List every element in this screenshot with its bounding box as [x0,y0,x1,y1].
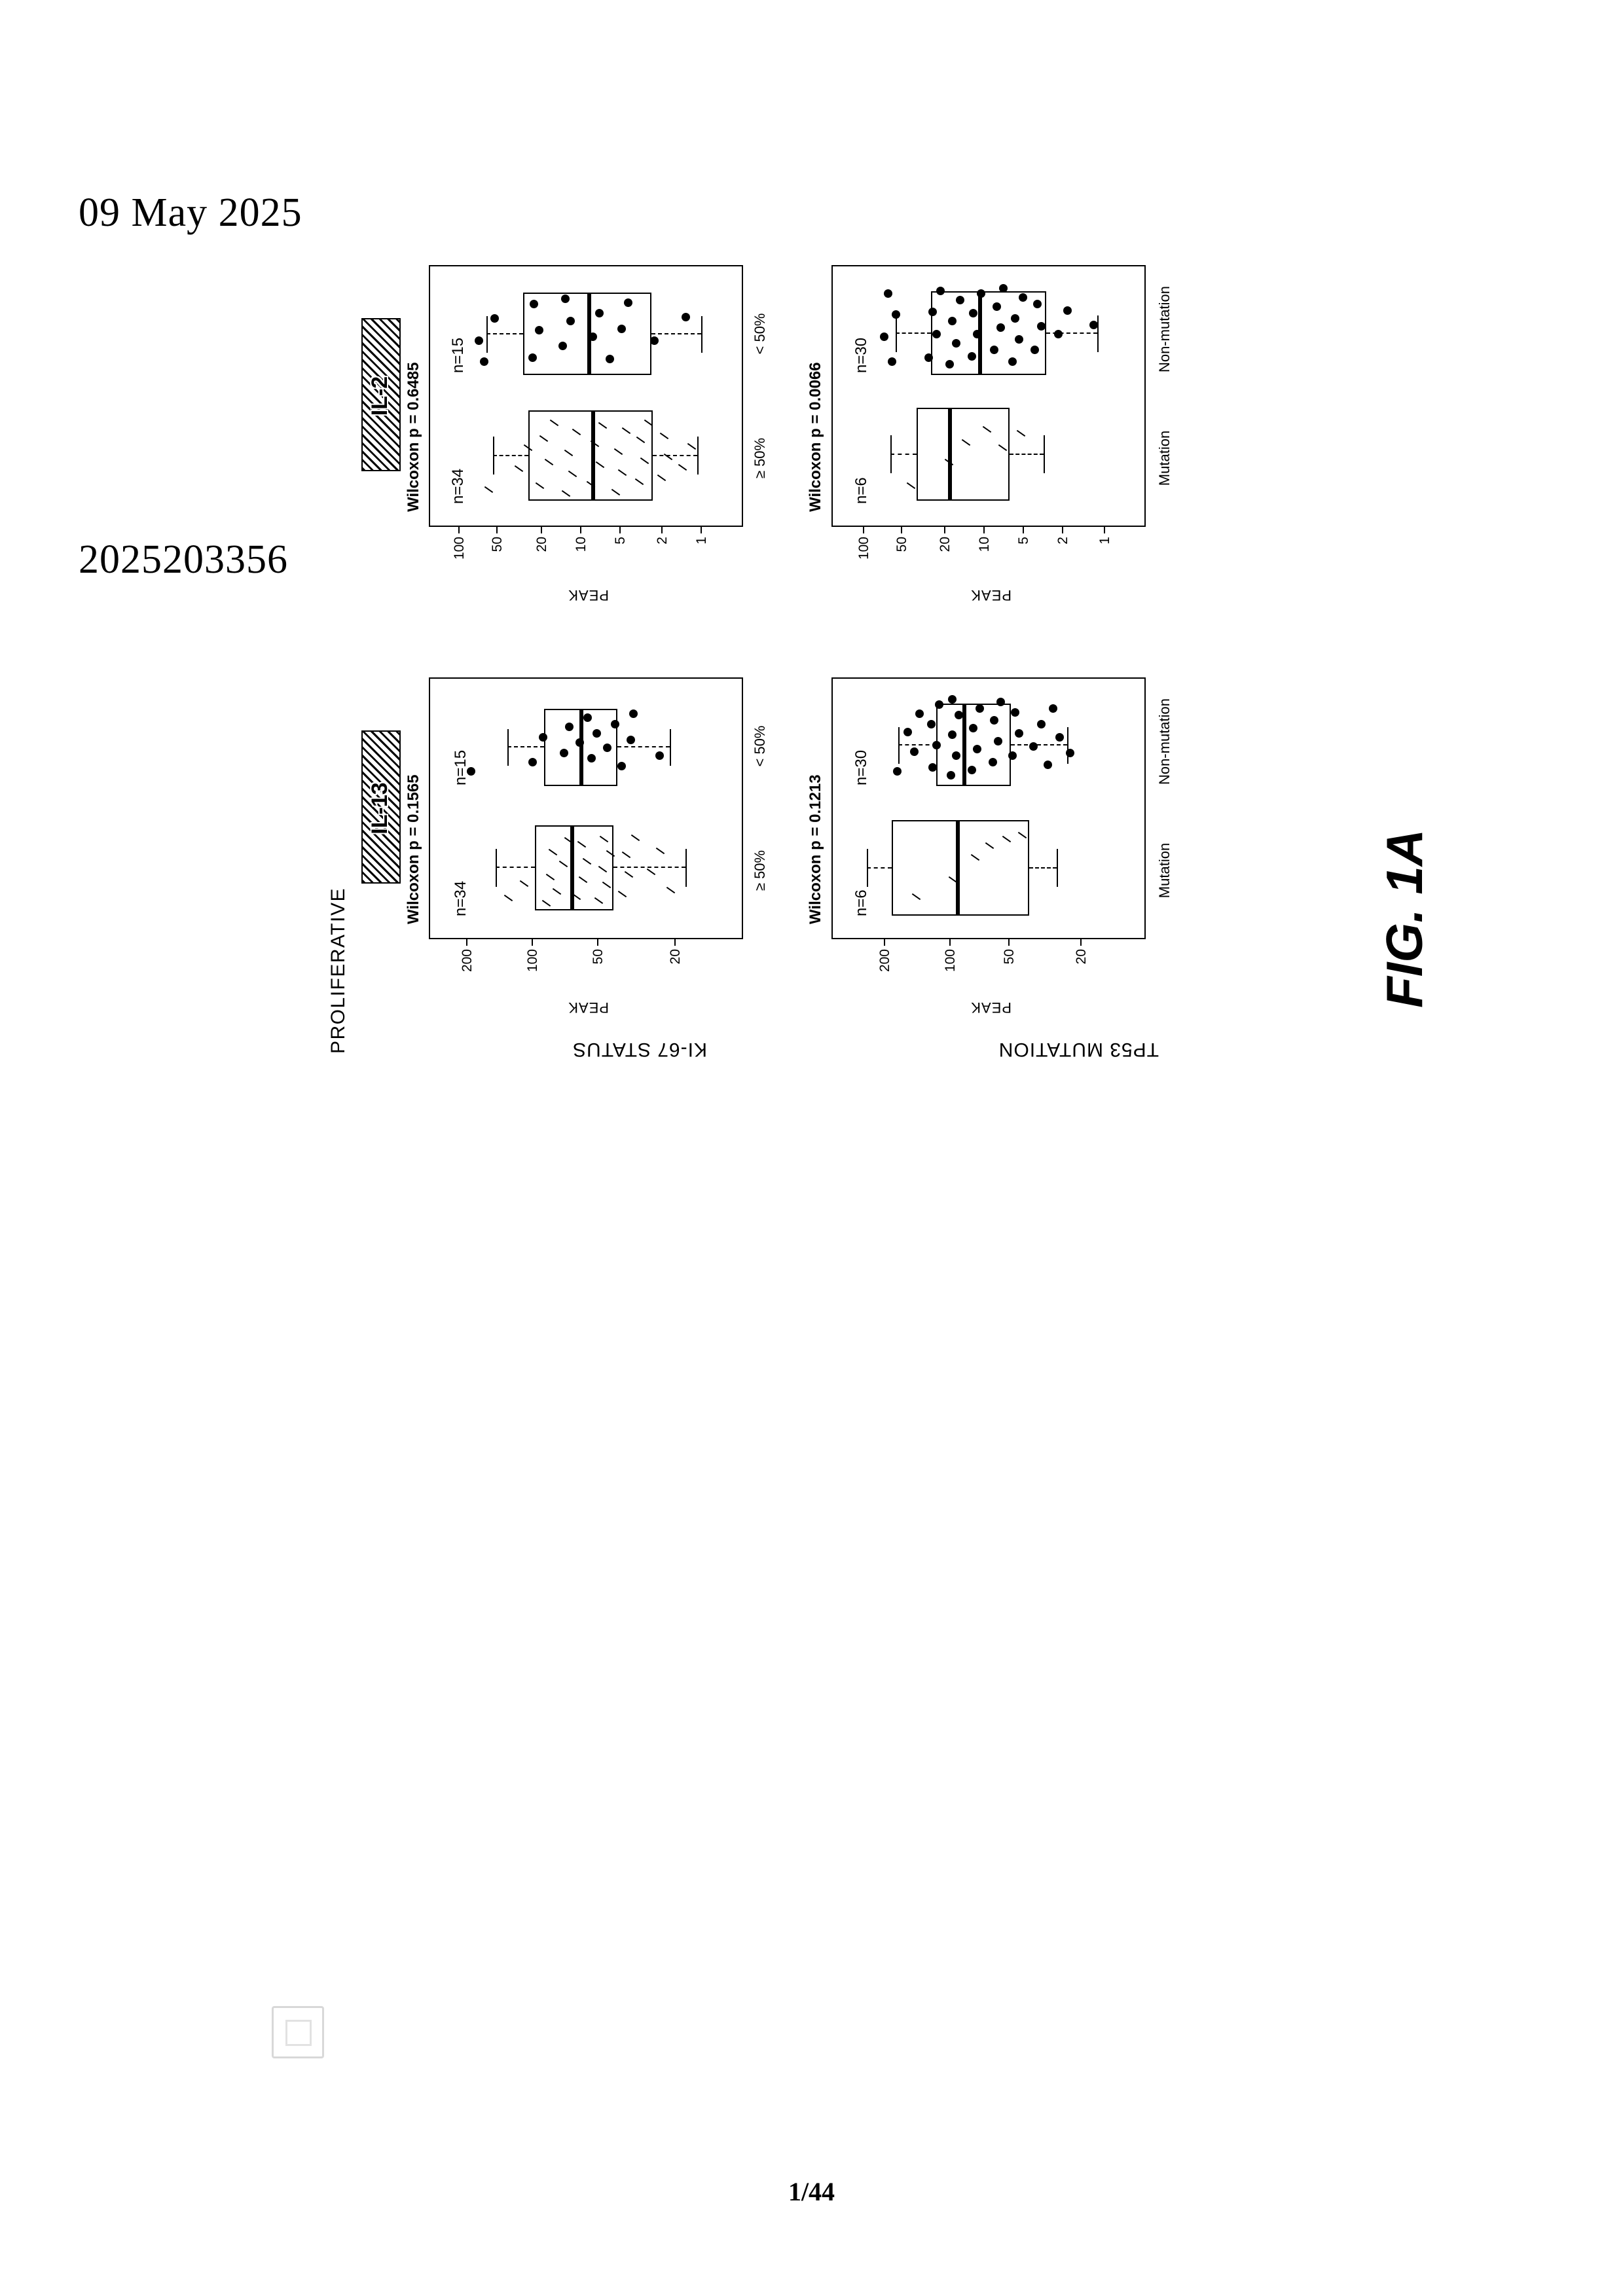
y-tick-label: 20 [1074,949,1089,965]
data-point [892,310,900,319]
y-tick-label: 5 [1016,537,1031,545]
data-point [566,317,575,325]
figure-label: FIG. 1A [1376,829,1433,1008]
y-tick-label: 100 [856,537,871,560]
y-tick-mark [1023,527,1024,533]
data-point [565,723,574,731]
data-point [888,357,896,366]
y-tick-label: 50 [591,949,606,965]
data-point [682,313,690,321]
y-tick-mark [458,527,460,533]
boxplot-whisker-cap [493,437,494,475]
data-point [1008,357,1017,366]
y-tick-label: 1 [694,537,709,545]
data-point [1030,346,1039,354]
boxplot-box [917,408,1010,501]
data-point [880,332,888,341]
boxplot-whisker-cap [867,849,868,887]
data-point [1033,300,1042,308]
data-point [973,745,981,753]
y-tick-mark [1062,527,1063,533]
y-axis-label: PEAK [568,587,609,603]
figure-container [314,79,1270,1100]
y-tick-label: 20 [668,949,683,965]
patent-number: 2025203356 [79,537,288,582]
data-point [956,296,964,304]
data-point [924,353,933,362]
boxplot-whisker-cap [1044,435,1045,473]
data-point [490,314,499,323]
boxplot-whisker [486,333,523,334]
y-axis-label: PEAK [970,587,1012,603]
stat-annotation-tp53-il13: Wilcoxon p = 0.1213 [807,774,824,924]
page-number: 1/44 [788,2177,835,2206]
boxplot-whisker [651,333,701,334]
boxplot-whisker [613,867,685,868]
boxplot-whisker-cap [507,729,509,766]
figure-title: PROLIFERATIVE [327,888,349,1054]
x-tick-label: < 50% [752,313,768,355]
boxplot-median [948,408,952,501]
data-point [611,720,619,728]
boxplot-whisker-cap [670,729,671,766]
data-point [969,309,977,317]
data-point [1037,322,1046,331]
panel-tp53-il2 [831,265,1146,527]
data-point [893,767,902,776]
data-point [595,309,604,317]
data-point [617,325,626,333]
data-point [528,353,537,362]
y-tick-mark [901,527,902,533]
data-point [932,741,941,749]
stamp-mark [272,2006,324,2058]
data-point [484,486,493,493]
boxplot-median [579,709,583,786]
x-tick-label: < 50% [752,725,768,767]
group-count-label: n=34 [452,880,469,916]
data-point [1055,733,1064,742]
y-tick-label: 100 [943,949,958,973]
data-point [1015,729,1023,738]
x-tick-label: Non-mutation [1156,698,1173,785]
data-point [1089,321,1098,329]
data-point [657,475,666,481]
y-tick-mark [944,527,945,533]
data-point [530,300,538,308]
boxplot-whisker [653,455,697,456]
data-point [927,720,936,728]
boxplot-whisker-cap [896,315,897,352]
data-point [884,289,892,298]
y-tick-mark [597,939,598,946]
y-tick-label: 2 [1055,537,1070,545]
data-point [603,744,611,752]
data-point [558,342,567,350]
y-axis-label: PEAK [970,999,1012,1016]
data-point [936,287,945,295]
data-point [903,728,912,736]
data-point [928,308,937,316]
data-point [999,284,1008,293]
y-tick-label: 200 [877,949,892,973]
boxplot-whisker-cap [898,727,900,764]
group-count-label: n=6 [852,889,870,916]
data-point [515,465,523,472]
boxplot-whisker [493,455,528,456]
group-count-label: n=30 [852,337,870,373]
data-point [989,758,997,766]
data-point [1011,708,1019,717]
boxplot-whisker-cap [1057,849,1058,887]
data-point [968,352,976,361]
x-tick-label: ≥ 50% [752,437,768,479]
data-point [928,763,937,772]
boxplot-whisker [867,867,892,869]
boxplot-whisker [898,744,936,745]
row-label-tp53: TP53 MUTATION [998,1039,1159,1060]
data-point [915,709,924,718]
data-point [593,729,601,738]
y-axis-label: PEAK [568,999,609,1016]
y-tick-mark [1008,939,1010,946]
data-point [618,891,627,897]
data-point [947,771,955,780]
y-tick-label: 10 [977,537,992,552]
y-tick-mark [466,939,467,946]
data-point [973,330,981,338]
data-point [480,357,488,366]
data-point [910,747,919,756]
data-point [631,834,640,841]
data-point [528,758,537,766]
row-label-ki67: KI-67 STATUS [572,1039,707,1060]
data-point [1063,306,1072,315]
stat-annotation-ki67-il2: Wilcoxon p = 0.6485 [405,362,422,512]
data-point [678,464,687,471]
data-point [587,754,596,762]
y-tick-label: 100 [525,949,540,973]
group-count-label: n=30 [852,749,870,785]
y-tick-mark [983,527,985,533]
data-point [650,336,659,345]
data-point [625,871,633,878]
data-point [948,317,957,325]
stat-annotation-tp53-il2: Wilcoxon p = 0.0066 [807,362,824,512]
data-point [1044,761,1052,769]
data-point [589,332,597,341]
data-point [647,869,655,875]
data-point [627,736,635,744]
data-point [1008,751,1017,760]
panel-tp53-il13 [831,677,1146,939]
data-point [617,762,626,770]
boxplot-whisker [1011,744,1067,745]
boxplot-whisker-cap [1097,315,1099,352]
data-point [993,302,1001,311]
y-tick-label: 2 [655,537,670,545]
y-tick-mark [580,527,581,533]
data-point [990,346,998,354]
data-point [996,698,1005,706]
publication-date: 09 May 2025 [79,190,302,235]
data-point [535,326,543,334]
data-point [948,695,957,704]
boxplot-whisker [890,454,917,455]
data-point [660,433,668,439]
y-tick-label: 5 [613,537,628,545]
group-count-label: n=15 [449,337,467,373]
group-count-label: n=15 [452,749,469,785]
data-point [504,895,513,901]
y-tick-label: 50 [1002,949,1017,965]
data-point [994,737,1002,745]
boxplot-whisker [617,746,670,747]
data-point [655,751,664,760]
data-point [656,848,665,854]
data-point [1029,742,1038,751]
boxplot-box [528,410,653,501]
boxplot-whisker [496,867,535,868]
boxplot-whisker [1029,867,1057,869]
data-point [945,360,954,368]
data-point [539,733,547,742]
y-tick-label: 50 [894,537,909,552]
boxplot-median [956,820,960,916]
data-point [1066,749,1074,757]
y-tick-mark [1104,527,1105,533]
panel-ki67-il13 [429,677,743,939]
data-point [976,704,984,713]
data-point [606,355,614,363]
y-tick-mark [863,527,864,533]
y-tick-label: 20 [534,537,549,552]
data-point [1017,430,1025,437]
column-header-label-il2: IL-2 [367,376,392,416]
data-point [952,751,960,760]
boxplot-whisker-cap [697,437,699,475]
data-point [1054,330,1063,338]
data-point [475,336,483,345]
y-tick-mark [619,527,621,533]
stat-annotation-ki67-il13: Wilcoxon p = 0.1565 [405,774,422,924]
data-point [1015,335,1023,344]
boxplot-whisker-cap [496,849,497,887]
boxplot-whisker-cap [701,316,702,353]
y-tick-label: 1 [1097,537,1112,545]
y-tick-mark [541,527,542,533]
boxplot-median [570,825,574,910]
data-point [520,880,528,887]
data-point [952,339,960,348]
x-tick-label: Mutation [1156,842,1173,899]
x-tick-label: Non-mutation [1156,285,1173,373]
y-tick-mark [1080,939,1082,946]
boxplot-box [892,820,1029,916]
column-header-label-il13: IL-13 [367,782,392,834]
data-point [622,852,630,858]
y-tick-mark [674,939,676,946]
y-tick-mark [949,939,951,946]
data-point [907,482,915,489]
y-tick-label: 50 [490,537,505,552]
boxplot-whisker-cap [685,849,687,887]
group-count-label: n=34 [449,468,467,504]
data-point [1049,704,1057,713]
boxplot-whisker [507,746,544,747]
boxplot-whisker-cap [486,316,488,353]
data-point [561,295,570,303]
boxplot-whisker [896,332,931,334]
data-point [687,443,696,450]
x-tick-label: Mutation [1156,430,1173,486]
y-tick-label: 200 [460,949,475,973]
boxplot-whisker [1010,454,1044,455]
data-point [629,709,638,718]
data-point [977,289,985,298]
data-point [932,330,941,338]
y-tick-mark [661,527,663,533]
data-point [560,749,568,757]
data-point [575,738,584,747]
boxplot-whisker-cap [1067,727,1068,764]
x-tick-label: ≥ 50% [752,850,768,891]
boxplot-median [962,704,966,786]
data-point [666,887,675,893]
y-tick-mark [496,527,498,533]
data-point [968,766,976,774]
data-point [583,713,592,722]
y-tick-label: 100 [452,537,467,560]
data-point [955,711,963,719]
data-point [990,716,998,725]
y-tick-mark [701,527,702,533]
data-point [948,730,957,739]
data-point [935,700,943,709]
y-tick-label: 20 [938,537,953,552]
data-point [624,298,632,307]
data-point [969,724,977,732]
y-tick-label: 10 [574,537,589,552]
group-count-label: n=6 [852,477,870,504]
data-point [1011,314,1019,323]
y-tick-mark [884,939,885,946]
data-point [1037,720,1046,728]
boxplot-whisker-cap [890,435,892,473]
panel-ki67-il2 [429,265,743,527]
y-tick-mark [532,939,533,946]
data-point [1019,293,1027,302]
data-point [996,323,1005,332]
